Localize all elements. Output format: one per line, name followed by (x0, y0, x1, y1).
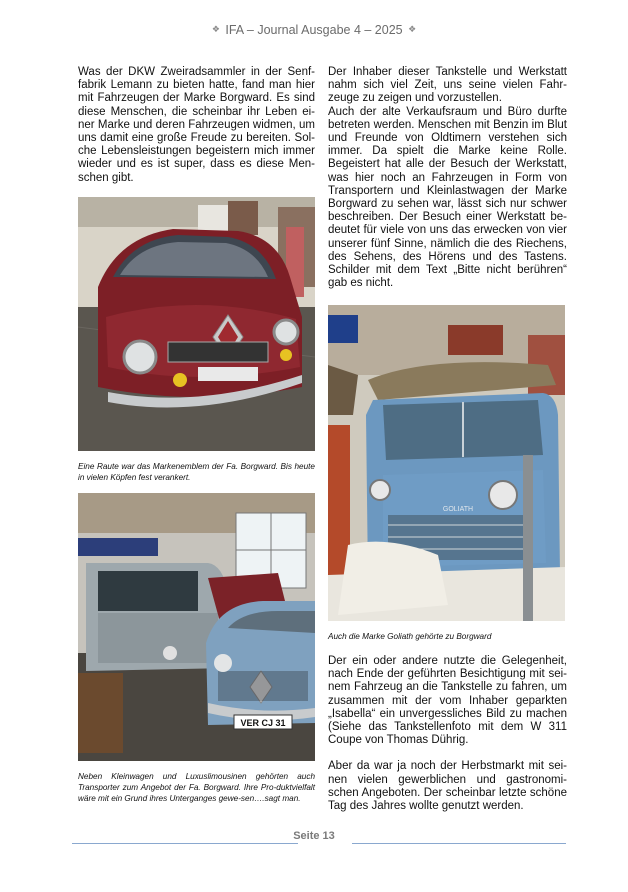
caption-goliath: Auch die Marke Goliath gehörte zu Borgward (328, 632, 492, 641)
red-car-illustration (78, 197, 315, 451)
caption-red-borgward: Eine Raute war das Markenemblem der Fa. Borgward. Bis heute in vielen Köpfen fest verankert. (78, 462, 315, 482)
photo-red-borgward (78, 197, 315, 451)
intro-paragraph: Was der DKW Zweiradsammler in der Senf-fabrik Lemann zu bieten hatte, fand man hier mit Fahrzeugen der Marke Borgward. Es sind diese Menschen, die scheinbar ihr Leben ei-ner Marke und deren Fahrzeugen widmen, um uns damit eine große Freude zu bereiten. Sol-che Lebensleistungen begeistern mich immer wieder und es ist super, dass es diese Men-schen gibt. (78, 66, 315, 184)
photo-goliath-van (328, 305, 565, 621)
diamond-ornament-icon: ❖ (211, 24, 220, 34)
caption-transporters: Neben Kleinwagen und Luxuslimousinen gehörten auch Transporter zum Angebot der Fa. Borgward. Ihre Pro-duktvielfalt wäre mit ein Grund ihres Unterganges gewe-sen….sagt man. (78, 772, 315, 803)
right-column-bottom (328, 655, 567, 813)
diamond-ornament-icon: ❖ (408, 24, 417, 34)
goliath-badge: GOLIATH (442, 506, 474, 513)
photo-borgward-transporters (78, 493, 315, 761)
license-plate: VER CJ 31 (240, 718, 286, 728)
paragraph-workshop: Auch der alte Verkaufsraum und Büro durfte betreten werden. Menschen mit Benzin im Blut und Freunde von Oldtimern verstehen sich immer. Da spielt die Marke keine Rolle. Begeistert hat alle der Besuch der Werkstatt, was hier noch an Fahrzeugen in Form von Transportern und Kleinlastwagen der Marke Borgward zu sehen war, lässt sich nur schwer beschreiben. Der Besuch einer Werkstatt be-deutet für viele von uns das erwecken von vier unserer fünf Sinne, nämlich die des Riechens, des Sehens, des Hörens und des Tastens. Schilder mit dem Text „Bitte nicht berühren“ gab es nicht. (328, 105, 567, 290)
journal-title: IFA – Journal Ausgabe 4 – 2025 (225, 23, 403, 37)
paragraph-owner: Der Inhaber dieser Tankstelle und Werkstatt nahm sich viel Zeit, uns seine vielen Fahr-zeuge zu zeigen und vorzustellen. (328, 66, 567, 105)
page-header (0, 23, 628, 41)
vans-illustration (78, 493, 315, 761)
footer-rule-left (72, 843, 298, 844)
page-number: Seite 13 (293, 830, 335, 842)
paragraph-gas-station: Der ein oder andere nutzte die Gelegenheit, nach Ende der geführten Besichtigung mit sei-nem Fahrzeug an die Tankstelle zu fahren, um zusammen mit der vom Inhaber geparkten „Isabella“ ein unvergessliches Bild zu machen (Siehe das Tankstellenfoto mit dem W 311 Coupe von Thomas Dührig. (328, 655, 567, 747)
goliath-illustration (328, 305, 565, 621)
footer-rule-right (352, 843, 566, 844)
right-column-top (328, 66, 567, 290)
paragraph-autumn-market: Aber da war ja noch der Herbstmarkt mit sei-nen vielen gewerblichen und gastronomi-schen Angeboten. Der scheinbar letzte schöne Tag des Jahres wollte genutzt werden. (328, 760, 567, 813)
left-column-intro (78, 66, 315, 185)
